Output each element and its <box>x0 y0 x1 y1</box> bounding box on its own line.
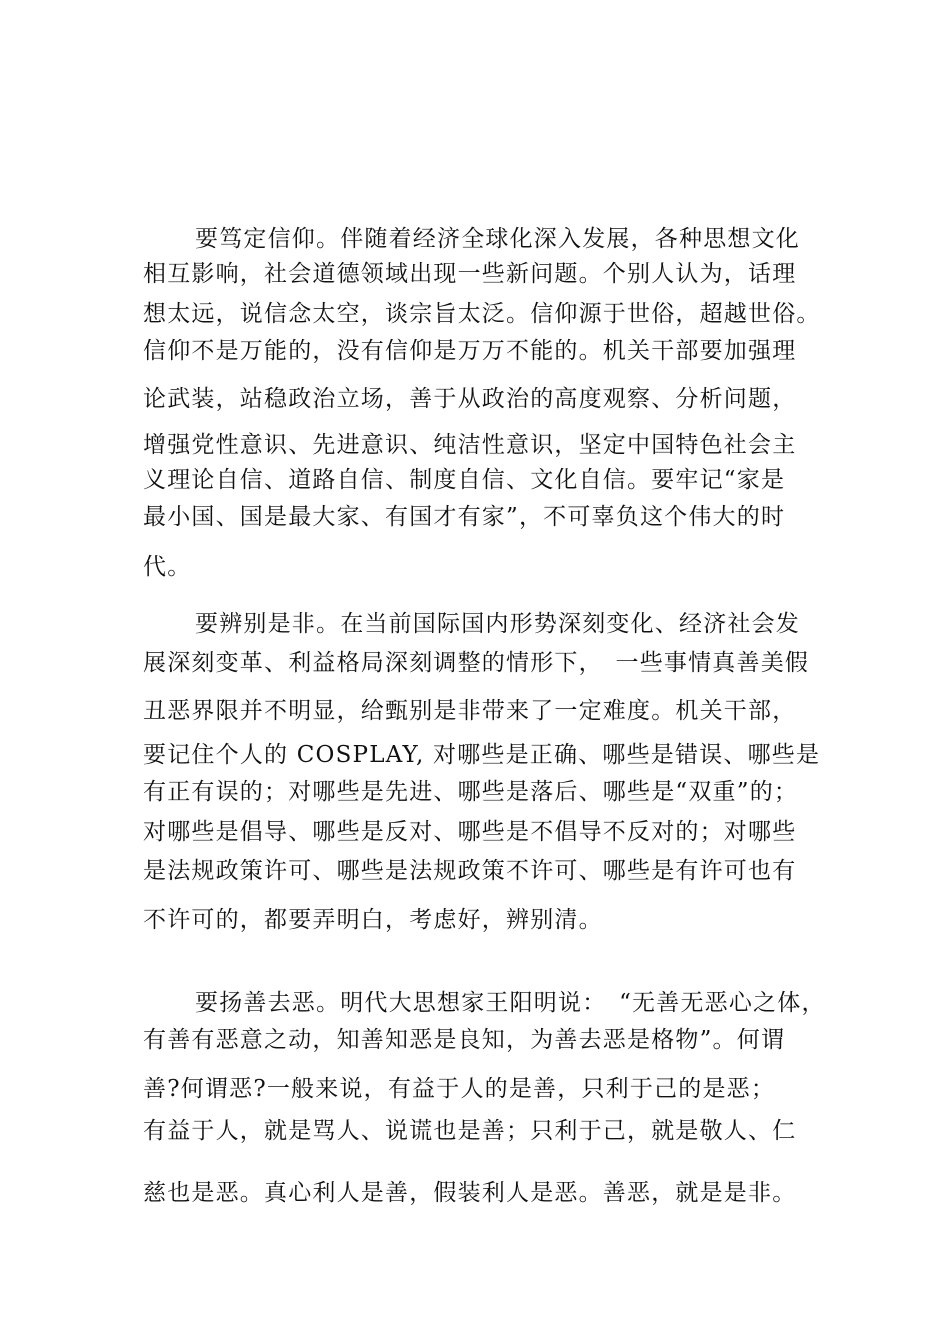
paragraph-2-line-4: 要记住个人的 COSPLAY, 对哪些是正确、哪些是错误、哪些是 <box>143 742 821 768</box>
paragraph-3-line-3: 善?何谓恶?一般来说，有益于人的是善，只利于己的是恶； <box>143 1076 776 1102</box>
paragraph-1-line-8: 最小国、国是最大家、有国才有家”，不可辜负这个伟大的时 <box>143 504 786 530</box>
paragraph-2-line-3: 丑恶界限并不明显，给甄别是非带来了一定难度。机关干部， <box>143 698 797 724</box>
paragraph-1-line-3: 想太远，说信念太空，谈宗旨太泛。信仰源于世俗，超越世俗。 <box>143 301 821 327</box>
paragraph-3-line-5: 慈也是恶。真心利人是善，假装利人是恶。善恶，就是是非。 <box>143 1180 797 1206</box>
paragraph-1-line-1: 要笃定信仰。伴随着经济全球化深入发展，各种思想文化 <box>195 226 800 252</box>
paragraph-1-line-9: 代。 <box>143 554 192 580</box>
paragraph-2-line-8: 不许可的，都要弄明白，考虑好，辨别清。 <box>143 907 603 933</box>
paragraph-3-line-2: 有善有恶意之动，知善知恶是良知，为善去恶是格物”。何谓 <box>143 1027 786 1053</box>
paragraph-2-line-1: 要辨别是非。在当前国际国内形势深刻变化、经济社会发 <box>195 611 800 637</box>
paragraph-1-line-7: 义理论自信、道路自信、制度自信、文化自信。要牢记“家是 <box>143 467 786 493</box>
paragraph-2-line-6: 对哪些是倡导、哪些是反对、哪些是不倡导不反对的；对哪些 <box>143 819 797 845</box>
paragraph-1-line-6: 增强党性意识、先进意识、纯洁性意识，坚定中国特色社会主 <box>143 432 797 458</box>
paragraph-1-line-5: 论武装，站稳政治立场，善于从政治的高度观察、分析问题， <box>143 386 797 412</box>
paragraph-2-line-5: 有正有误的；对哪些是先进、哪些是落后、哪些是“双重”的； <box>143 779 799 805</box>
paragraph-3-line-1: 要扬善去恶。明代大思想家王阳明说： “无善无恶心之体， <box>195 990 826 1016</box>
paragraph-1-line-2: 相互影响，社会道德领域出现一些新问题。个别人认为，话理 <box>143 261 797 287</box>
paragraph-3-line-4: 有益于人，就是骂人、说谎也是善；只利于己，就是敬人、仁 <box>143 1118 797 1144</box>
paragraph-2-line-2: 展深刻变革、利益格局深刻调整的情形下， 一些事情真善美假 <box>143 650 810 676</box>
paragraph-2-line-7: 是法规政策许可、哪些是法规政策不许可、哪些是有许可也有 <box>143 858 797 884</box>
paragraph-1-line-4: 信仰不是万能的，没有信仰是万万不能的。机关干部要加强理 <box>143 338 797 364</box>
